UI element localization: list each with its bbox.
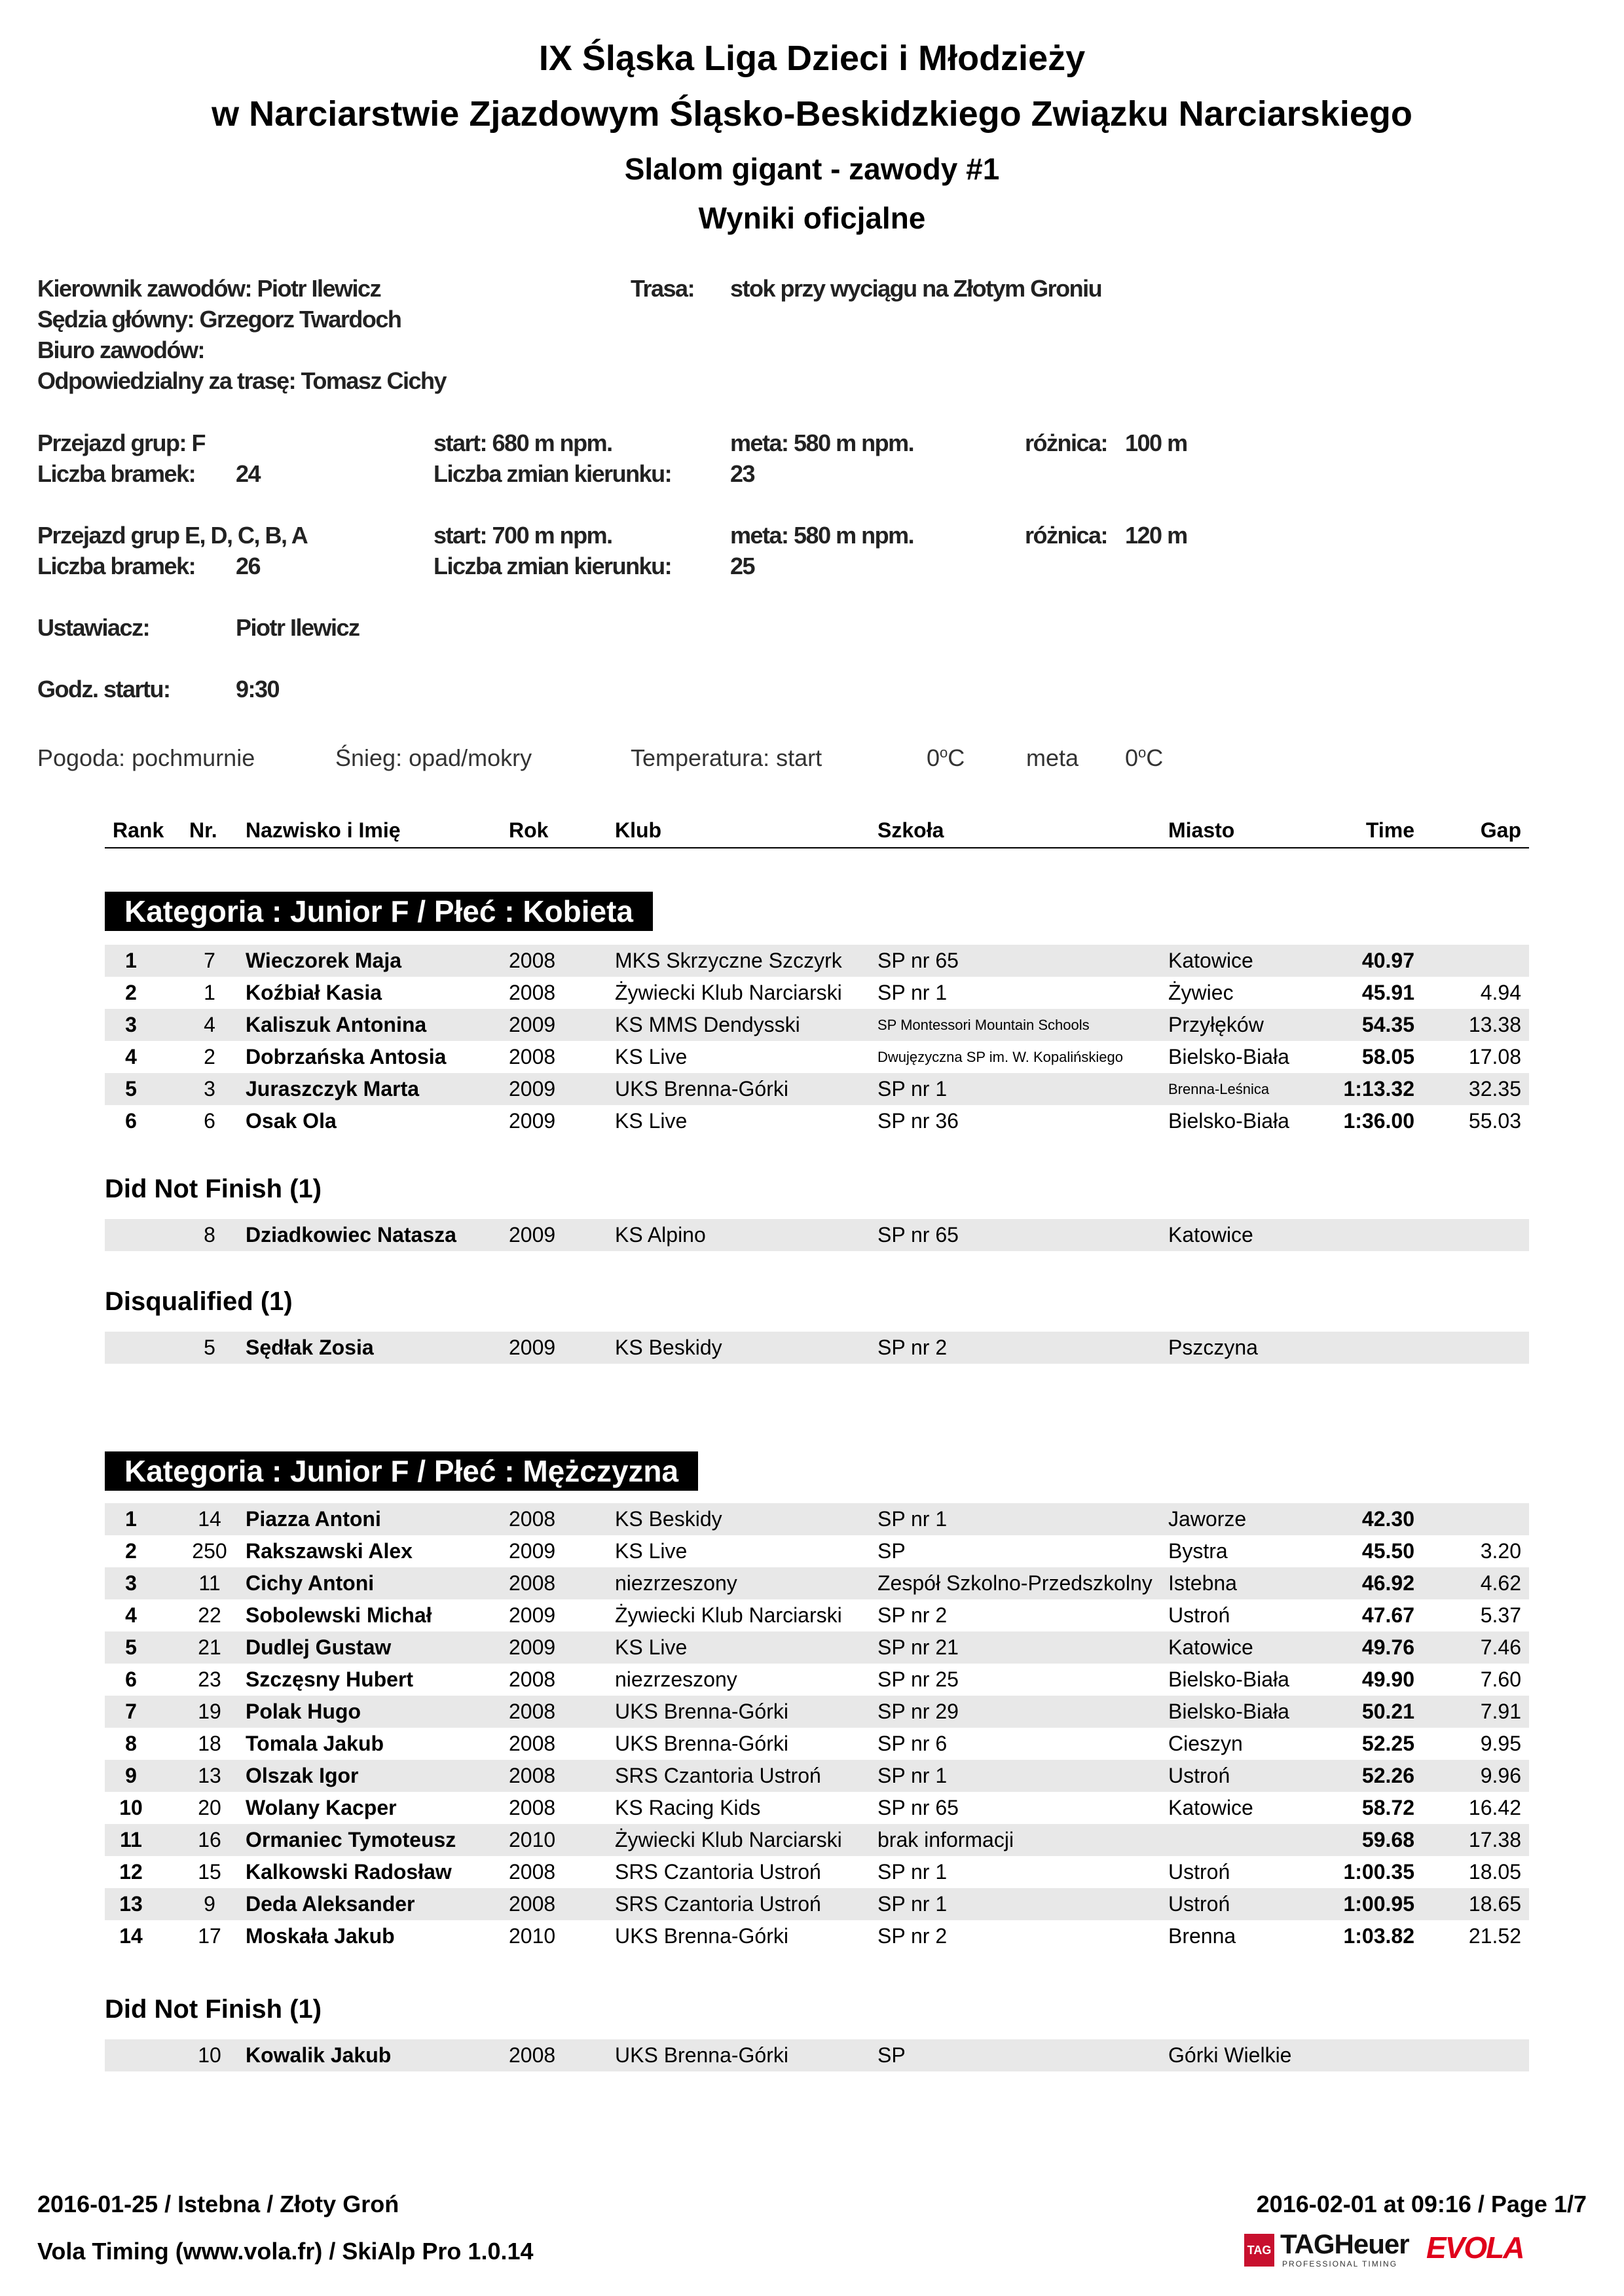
table-row: [105, 1888, 1529, 1920]
gap-cell: 7.60: [1480, 1667, 1521, 1691]
year-cell: 2008: [509, 981, 556, 1004]
col-school: Szkoła: [877, 818, 944, 842]
table-row: [105, 1664, 1529, 1696]
footer-page-info: 2016-02-01 at 09:16 / Page 1/7: [1256, 2191, 1587, 2217]
gap-cell: 7.46: [1480, 1635, 1521, 1659]
bib-cell: 19: [198, 1700, 221, 1723]
col-rank: Rank: [113, 818, 164, 842]
year-cell: 2008: [509, 2043, 556, 2067]
year-cell: 2009: [509, 1077, 556, 1101]
city-cell: Bielsko-Biała: [1168, 1667, 1289, 1691]
gap-cell: 32.35: [1468, 1077, 1521, 1101]
table-row: [105, 1696, 1529, 1728]
club-cell: KS MMS Dendysski: [615, 1013, 800, 1036]
school-cell: SP nr 1: [877, 1892, 948, 1916]
gap-cell: 18.65: [1468, 1892, 1521, 1916]
bib-cell: 14: [198, 1507, 221, 1531]
table-row: [105, 1856, 1529, 1888]
table-row: [105, 1599, 1529, 1631]
footer-software: Vola Timing (www.vola.fr) / SkiAlp Pro 1.0.14: [37, 2238, 534, 2265]
rank-cell: 7: [125, 1700, 137, 1723]
year-cell: 2009: [509, 1109, 556, 1133]
name-cell: Cichy Antoni: [246, 1571, 375, 1595]
city-cell: Bystra: [1168, 1539, 1228, 1563]
school-cell: SP nr 6: [877, 1732, 948, 1755]
col-name: Nazwisko i Imię: [246, 818, 401, 842]
gap-cell: 7.91: [1480, 1700, 1521, 1723]
bib-cell: 8: [204, 1223, 215, 1247]
trasa-value: stok przy wyciągu na Złotym Groniu: [730, 275, 1102, 302]
title-line-1: IX Śląska Liga Dzieci i Młodzieży: [538, 39, 1086, 78]
school-cell: SP nr 2: [877, 1603, 948, 1627]
rank-cell: 13: [119, 1892, 143, 1916]
year-cell: 2008: [509, 1700, 556, 1723]
time-cell: 54.35: [1361, 1013, 1414, 1036]
biuro: Biuro zawodów:: [37, 337, 204, 363]
table-row: [105, 1041, 1529, 1073]
school-cell: Zespół Szkolno-Przedszkolny: [877, 1571, 1153, 1595]
rank-cell: 1: [125, 1507, 137, 1531]
year-cell: 2008: [509, 1764, 556, 1787]
year-cell: 2010: [509, 1924, 556, 1948]
school-cell: SP nr 65: [877, 1796, 959, 1819]
school-cell: SP nr 36: [877, 1109, 959, 1133]
city-cell: Ustroń: [1168, 1764, 1230, 1787]
table-row: [105, 1760, 1529, 1792]
rank-cell: 5: [125, 1635, 137, 1659]
city-cell: Bielsko-Biała: [1168, 1109, 1289, 1133]
name-cell: Dobrzańska Antosia: [246, 1045, 447, 1068]
group1-roznica: 100 m: [1125, 429, 1187, 456]
gap-cell: 5.37: [1480, 1603, 1521, 1627]
club-cell: Żywiecki Klub Narciarski: [615, 1603, 842, 1627]
city-cell: Ustroń: [1168, 1892, 1230, 1916]
city-cell: Pszczyna: [1168, 1336, 1258, 1359]
pogoda: Pogoda: pochmurnie: [37, 744, 255, 771]
group2-meta: meta: 580 m npm.: [730, 522, 914, 549]
time-cell: 58.72: [1361, 1796, 1414, 1819]
year-cell: 2008: [509, 1045, 556, 1068]
name-cell: Dudlej Gustaw: [246, 1635, 392, 1659]
school-cell: SP: [877, 1539, 906, 1563]
category-men-dnf-title: Did Not Finish (1): [105, 1995, 322, 2024]
city-cell: Przyłęków: [1168, 1013, 1264, 1036]
bib-cell: 2: [204, 1045, 215, 1068]
club-cell: UKS Brenna-Górki: [615, 1732, 788, 1755]
name-cell: Osak Ola: [246, 1109, 337, 1133]
vola-logo: EVOLA: [1426, 2231, 1524, 2265]
temp-start: 0$^o$C: [927, 744, 965, 771]
bib-cell: 15: [198, 1860, 221, 1884]
time-cell: 46.92: [1361, 1571, 1414, 1595]
club-cell: UKS Brenna-Górki: [615, 1924, 788, 1948]
table-row: [105, 1920, 1529, 1952]
table-row: [105, 1009, 1529, 1041]
col-gap: Gap: [1480, 818, 1521, 842]
gap-cell: 18.05: [1468, 1860, 1521, 1884]
school-cell: SP nr 65: [877, 1223, 959, 1247]
school-cell: brak informacji: [877, 1828, 1014, 1851]
bib-cell: 250: [192, 1539, 227, 1563]
name-cell: Juraszczyk Marta: [246, 1077, 420, 1101]
godz: 9:30: [236, 676, 280, 702]
rank-cell: 6: [125, 1667, 137, 1691]
year-cell: 2009: [509, 1603, 556, 1627]
name-cell: Szczęsny Hubert: [246, 1667, 414, 1691]
time-cell: 47.67: [1361, 1603, 1414, 1627]
time-cell: 52.25: [1361, 1732, 1414, 1755]
tagheuer-shield-icon: TAG: [1244, 2234, 1274, 2267]
rank-cell: 6: [125, 1109, 137, 1133]
rank-cell: 2: [125, 981, 137, 1004]
school-cell: SP nr 21: [877, 1635, 959, 1659]
school-cell: SP nr 1: [877, 1860, 948, 1884]
time-cell: 45.50: [1361, 1539, 1414, 1563]
time-cell: 59.68: [1361, 1828, 1414, 1851]
category-women-header: Kategoria : Junior F / Płeć : Kobieta: [105, 892, 653, 931]
rank-cell: 10: [119, 1796, 143, 1819]
odpowiedzialny: Odpowiedzialny za trasę: Tomasz Cichy: [37, 367, 446, 394]
city-cell: Brenna: [1168, 1924, 1236, 1948]
club-cell: MKS Skrzyczne Szczyrk: [615, 949, 842, 972]
year-cell: 2008: [509, 1892, 556, 1916]
col-time: Time: [1365, 818, 1414, 842]
club-cell: SRS Czantoria Ustroń: [615, 1860, 821, 1884]
city-cell: Katowice: [1168, 949, 1253, 972]
gap-cell: 3.20: [1480, 1539, 1521, 1563]
gap-cell: 17.08: [1468, 1045, 1521, 1068]
club-cell: SRS Czantoria Ustroń: [615, 1764, 821, 1787]
name-cell: Tomala Jakub: [246, 1732, 384, 1755]
club-cell: KS Beskidy: [615, 1507, 722, 1531]
name-cell: Piazza Antoni: [246, 1507, 381, 1531]
group2-roznica: 120 m: [1125, 522, 1187, 549]
city-cell: Cieszyn: [1168, 1732, 1243, 1755]
time-cell: 49.90: [1361, 1667, 1414, 1691]
club-cell: KS Live: [615, 1109, 688, 1133]
gap-cell: 4.94: [1480, 981, 1521, 1004]
city-cell: Ustroń: [1168, 1860, 1230, 1884]
table-row: [105, 1219, 1529, 1251]
group2-zmian: 25: [730, 553, 755, 579]
city-cell: Katowice: [1168, 1223, 1253, 1247]
temp-meta: 0$^o$C: [1125, 744, 1164, 771]
group1-zmian: 23: [730, 460, 755, 487]
bib-cell: 13: [198, 1764, 221, 1787]
group2-label: Przejazd grup E, D, C, B, A: [37, 522, 308, 549]
time-cell: 45.91: [1361, 981, 1414, 1004]
table-row: [105, 1824, 1529, 1856]
time-cell: 1:36.00: [1343, 1109, 1414, 1133]
gap-cell: 4.62: [1480, 1571, 1521, 1595]
gap-cell: 17.38: [1468, 1828, 1521, 1851]
rank-cell: 14: [119, 1924, 143, 1948]
rank-cell: 12: [119, 1860, 143, 1884]
bib-cell: 1: [204, 981, 215, 1004]
city-cell: Żywiec: [1168, 981, 1234, 1004]
school-cell: Dwujęzyczna SP im. W. Kopalińskiego: [877, 1049, 1123, 1065]
time-cell: 42.30: [1361, 1507, 1414, 1531]
year-cell: 2009: [509, 1635, 556, 1659]
group2-zmian-label: Liczba zmian kierunku:: [434, 553, 672, 579]
bib-cell: 18: [198, 1732, 221, 1755]
tagheuer-logo: TAGHeuer: [1280, 2229, 1409, 2259]
gap-cell: 55.03: [1468, 1109, 1521, 1133]
table-row: [105, 1792, 1529, 1824]
bib-cell: 21: [198, 1635, 221, 1659]
name-cell: Wolany Kacper: [246, 1796, 397, 1819]
kierownik: Kierownik zawodów: Piotr Ilewicz: [37, 275, 381, 302]
tagheuer-subtitle: PROFESSIONAL TIMING: [1282, 2259, 1398, 2269]
gap-cell: 9.96: [1480, 1764, 1521, 1787]
snieg: Śnieg: opad/mokry: [335, 744, 532, 771]
table-row: [105, 1073, 1529, 1105]
group2-roznica-label: różnica:: [1025, 522, 1108, 549]
school-cell: SP nr 29: [877, 1700, 959, 1723]
bib-cell: 23: [198, 1667, 221, 1691]
time-cell: 40.97: [1361, 949, 1414, 972]
col-club: Klub: [615, 818, 662, 842]
rank-cell: 11: [120, 1828, 142, 1851]
city-cell: Jaworze: [1168, 1507, 1247, 1531]
table-row: [105, 1631, 1529, 1664]
club-cell: KS Beskidy: [615, 1336, 722, 1359]
group2-bramek-label: Liczba bramek:: [37, 553, 196, 579]
table-row: [105, 1535, 1529, 1567]
name-cell: Deda Aleksander: [246, 1892, 415, 1916]
year-cell: 2009: [509, 1013, 556, 1036]
table-row: [105, 1332, 1529, 1364]
group2-start: start: 700 m npm.: [434, 522, 612, 549]
col-year: Rok: [509, 818, 549, 842]
table-row: [105, 945, 1529, 977]
year-cell: 2009: [509, 1539, 556, 1563]
group2-bramek: 26: [236, 553, 261, 579]
name-cell: Koźbiał Kasia: [246, 981, 382, 1004]
bib-cell: 20: [198, 1796, 221, 1819]
title-line-4: Wyniki oficjalne: [698, 201, 926, 235]
name-cell: Dziadkowiec Natasza: [246, 1223, 456, 1247]
school-cell: SP: [877, 2043, 906, 2067]
school-cell: SP nr 1: [877, 981, 948, 1004]
trasa-label: Trasa:: [631, 275, 695, 302]
time-cell: 1:00.35: [1343, 1860, 1414, 1884]
school-cell: SP nr 2: [877, 1336, 948, 1359]
name-cell: Kalkowski Radosław: [246, 1860, 452, 1884]
category-men-header: Kategoria : Junior F / Płeć : Mężczyzna: [105, 1451, 698, 1491]
group1-meta: meta: 580 m npm.: [730, 429, 914, 456]
year-cell: 2008: [509, 949, 556, 972]
title-line-3: Slalom gigant - zawody #1: [624, 152, 1000, 186]
rank-cell: 2: [125, 1539, 137, 1563]
table-row: [105, 2039, 1529, 2071]
club-cell: KS Alpino: [615, 1223, 706, 1247]
name-cell: Moskała Jakub: [246, 1924, 395, 1948]
time-cell: 52.26: [1361, 1764, 1414, 1787]
gap-cell: 16.42: [1468, 1796, 1521, 1819]
category-women-dsq-title: Disqualified (1): [105, 1287, 293, 1316]
club-cell: KS Live: [615, 1635, 688, 1659]
city-cell: Istebna: [1168, 1571, 1237, 1595]
school-cell: SP nr 65: [877, 949, 959, 972]
rank-cell: 8: [125, 1732, 137, 1755]
time-cell: 1:00.95: [1343, 1892, 1414, 1916]
bib-cell: 16: [198, 1828, 221, 1851]
group1-label: Przejazd grup: F: [37, 429, 206, 456]
table-row: [105, 1567, 1529, 1599]
city-cell: Ustroń: [1168, 1603, 1230, 1627]
rank-cell: 9: [125, 1764, 137, 1787]
time-cell: 58.05: [1361, 1045, 1414, 1068]
name-cell: Sędłak Zosia: [246, 1336, 374, 1359]
header-rule: [105, 847, 1529, 848]
gap-cell: 13.38: [1468, 1013, 1521, 1036]
title-line-2: w Narciarstwie Zjazdowym Śląsko-Beskidzkiego Związku Narciarskiego: [212, 94, 1412, 134]
school-cell: SP nr 25: [877, 1667, 959, 1691]
year-cell: 2008: [509, 1732, 556, 1755]
bib-cell: 4: [204, 1013, 215, 1036]
col-city: Miasto: [1168, 818, 1235, 842]
name-cell: Wieczorek Maja: [246, 949, 402, 972]
name-cell: Kowalik Jakub: [246, 2043, 392, 2067]
year-cell: 2008: [509, 1667, 556, 1691]
year-cell: 2008: [509, 1571, 556, 1595]
group1-start: start: 680 m npm.: [434, 429, 612, 456]
rank-cell: 1: [125, 949, 137, 972]
name-cell: Rakszawski Alex: [246, 1539, 413, 1563]
club-cell: niezrzeszony: [615, 1571, 737, 1595]
school-cell: SP nr 2: [877, 1924, 948, 1948]
col-nr: Nr.: [189, 818, 217, 842]
club-cell: niezrzeszony: [615, 1667, 737, 1691]
bib-cell: 3: [204, 1077, 215, 1101]
bib-cell: 22: [198, 1603, 221, 1627]
time-cell: 1:03.82: [1343, 1924, 1414, 1948]
bib-cell: 7: [204, 949, 215, 972]
ustawiacz-label: Ustawiacz:: [37, 614, 150, 641]
club-cell: Żywiecki Klub Narciarski: [615, 1828, 842, 1851]
group1-bramek-label: Liczba bramek:: [37, 460, 196, 487]
group1-zmian-label: Liczba zmian kierunku:: [434, 460, 672, 487]
ustawiacz: Piotr Ilewicz: [236, 614, 360, 641]
bib-cell: 9: [204, 1892, 215, 1916]
city-cell: Brenna-Leśnica: [1168, 1081, 1270, 1097]
time-cell: 50.21: [1361, 1700, 1414, 1723]
group1-bramek: 24: [236, 460, 261, 487]
club-cell: UKS Brenna-Górki: [615, 1077, 788, 1101]
bib-cell: 11: [198, 1571, 221, 1595]
gap-cell: 9.95: [1480, 1732, 1521, 1755]
rank-cell: 3: [125, 1571, 137, 1595]
table-row: [105, 1503, 1529, 1535]
bib-cell: 10: [198, 2043, 221, 2067]
sedzia: Sędzia główny: Grzegorz Twardoch: [37, 306, 401, 333]
bib-cell: 17: [198, 1924, 221, 1948]
gap-cell: 21.52: [1468, 1924, 1521, 1948]
rank-cell: 4: [125, 1603, 137, 1627]
year-cell: 2010: [509, 1828, 556, 1851]
school-cell: SP Montessori Mountain Schools: [877, 1017, 1090, 1033]
club-cell: SRS Czantoria Ustroń: [615, 1892, 821, 1916]
rank-cell: 5: [125, 1077, 137, 1101]
rank-cell: 4: [125, 1045, 137, 1068]
temp-label: Temperatura: start: [631, 744, 822, 771]
year-cell: 2008: [509, 1796, 556, 1819]
school-cell: SP nr 1: [877, 1507, 948, 1531]
year-cell: 2009: [509, 1336, 556, 1359]
table-row: [105, 1105, 1529, 1137]
city-cell: Bielsko-Biała: [1168, 1045, 1289, 1068]
club-cell: UKS Brenna-Górki: [615, 2043, 788, 2067]
name-cell: Sobolewski Michał: [246, 1603, 432, 1627]
club-cell: Żywiecki Klub Narciarski: [615, 981, 842, 1004]
club-cell: KS Racing Kids: [615, 1796, 761, 1819]
year-cell: 2009: [509, 1223, 556, 1247]
group1-roznica-label: różnica:: [1025, 429, 1108, 456]
time-cell: 49.76: [1361, 1635, 1414, 1659]
time-cell: 1:13.32: [1343, 1077, 1414, 1101]
godz-label: Godz. startu:: [37, 676, 170, 702]
footer-date-place: 2016-01-25 / Istebna / Złoty Groń: [37, 2191, 399, 2217]
table-row: [105, 977, 1529, 1009]
category-women-dnf-title: Did Not Finish (1): [105, 1175, 322, 1203]
school-cell: SP nr 1: [877, 1077, 948, 1101]
year-cell: 2008: [509, 1507, 556, 1531]
city-cell: Bielsko-Biała: [1168, 1700, 1289, 1723]
bib-cell: 5: [204, 1336, 215, 1359]
table-row: [105, 1728, 1529, 1760]
bib-cell: 6: [204, 1109, 215, 1133]
name-cell: Ormaniec Tymoteusz: [246, 1828, 456, 1851]
city-cell: Górki Wielkie: [1168, 2043, 1292, 2067]
city-cell: Katowice: [1168, 1796, 1253, 1819]
name-cell: Olszak Igor: [246, 1764, 359, 1787]
name-cell: Polak Hugo: [246, 1700, 361, 1723]
school-cell: SP nr 1: [877, 1764, 948, 1787]
meta-label: meta: [1026, 744, 1079, 771]
club-cell: KS Live: [615, 1539, 688, 1563]
name-cell: Kaliszuk Antonina: [246, 1013, 427, 1036]
rank-cell: 3: [125, 1013, 137, 1036]
club-cell: KS Live: [615, 1045, 688, 1068]
club-cell: UKS Brenna-Górki: [615, 1700, 788, 1723]
city-cell: Katowice: [1168, 1635, 1253, 1659]
year-cell: 2008: [509, 1860, 556, 1884]
